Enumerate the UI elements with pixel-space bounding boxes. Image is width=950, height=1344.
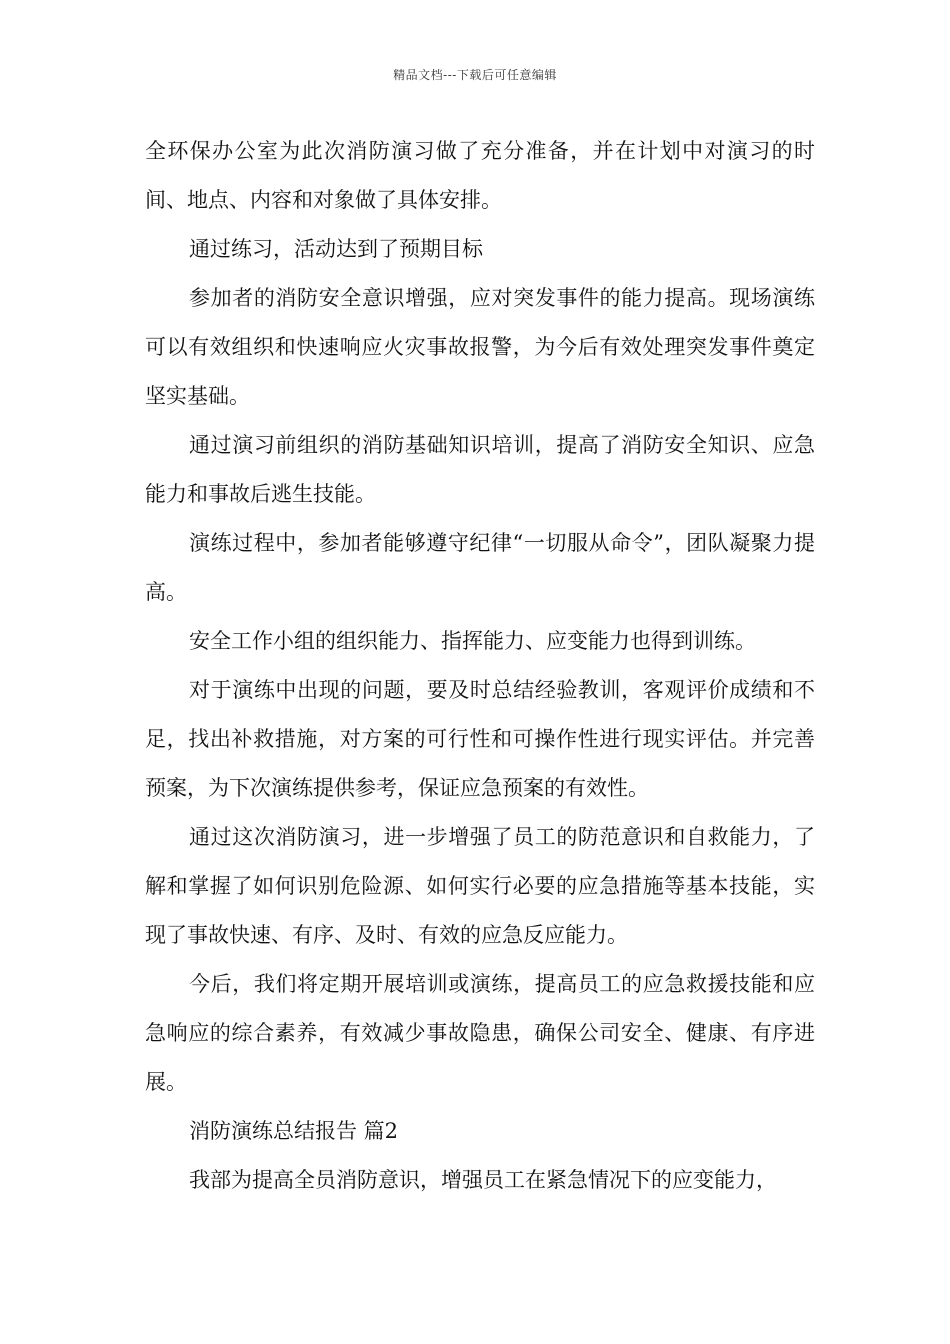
section-heading: 消防演练总结报告 篇2 <box>189 1119 399 1143</box>
paragraph-10: 我部为提高全员消防意识，增强员工在紧急情况下的应变能力， <box>189 1168 777 1192</box>
paragraph-8: 通过这次消防演习，进一步增强了员工的防范意识和自救能力，了解和掌握了如何识别危险源、如何实行必要的应急措施等基本技能，实现了事故快速、有序、及时、有效的应急反应能力。 <box>145 825 815 947</box>
paragraph-5: 演练过程中，参加者能够遵守纪律“一切服从命令”，团队凝聚力提高。 <box>145 531 815 604</box>
paragraph-6: 安全工作小组的组织能力、指挥能力、应变能力也得到训练。 <box>189 629 756 653</box>
paragraph-3: 参加者的消防安全意识增强，应对突发事件的能力提高。现场演练可以有效组织和快速响应火灾事故报警，为今后有效处理突发事件奠定坚实基础。 <box>145 286 815 408</box>
paragraph-9: 今后，我们将定期开展培训或演练，提高员工的应急救援技能和应急响应的综合素养，有效减少事故隐患，确保公司安全、健康、有序进展。 <box>145 972 815 1094</box>
document-body <box>145 127 815 1205</box>
paragraph-1: 全环保办公室为此次消防演习做了充分准备，并在计划中对演习的时间、地点、内容和对象做了具体安排。 <box>145 139 815 212</box>
paragraph-7: 对于演练中出现的问题，要及时总结经验教训，客观评价成绩和不足，找出补救措施，对方案的可行性和可操作性进行现实评估。并完善预案，为下次演练提供参考，保证应急预案的有效性。 <box>145 678 815 800</box>
page-header: 精品文档---下载后可任意编辑 <box>393 68 557 82</box>
paragraph-2: 通过练习，活动达到了预期目标 <box>189 237 483 261</box>
paragraph-4: 通过演习前组织的消防基础知识培训，提高了消防安全知识、应急能力和事故后逃生技能。 <box>145 433 815 506</box>
